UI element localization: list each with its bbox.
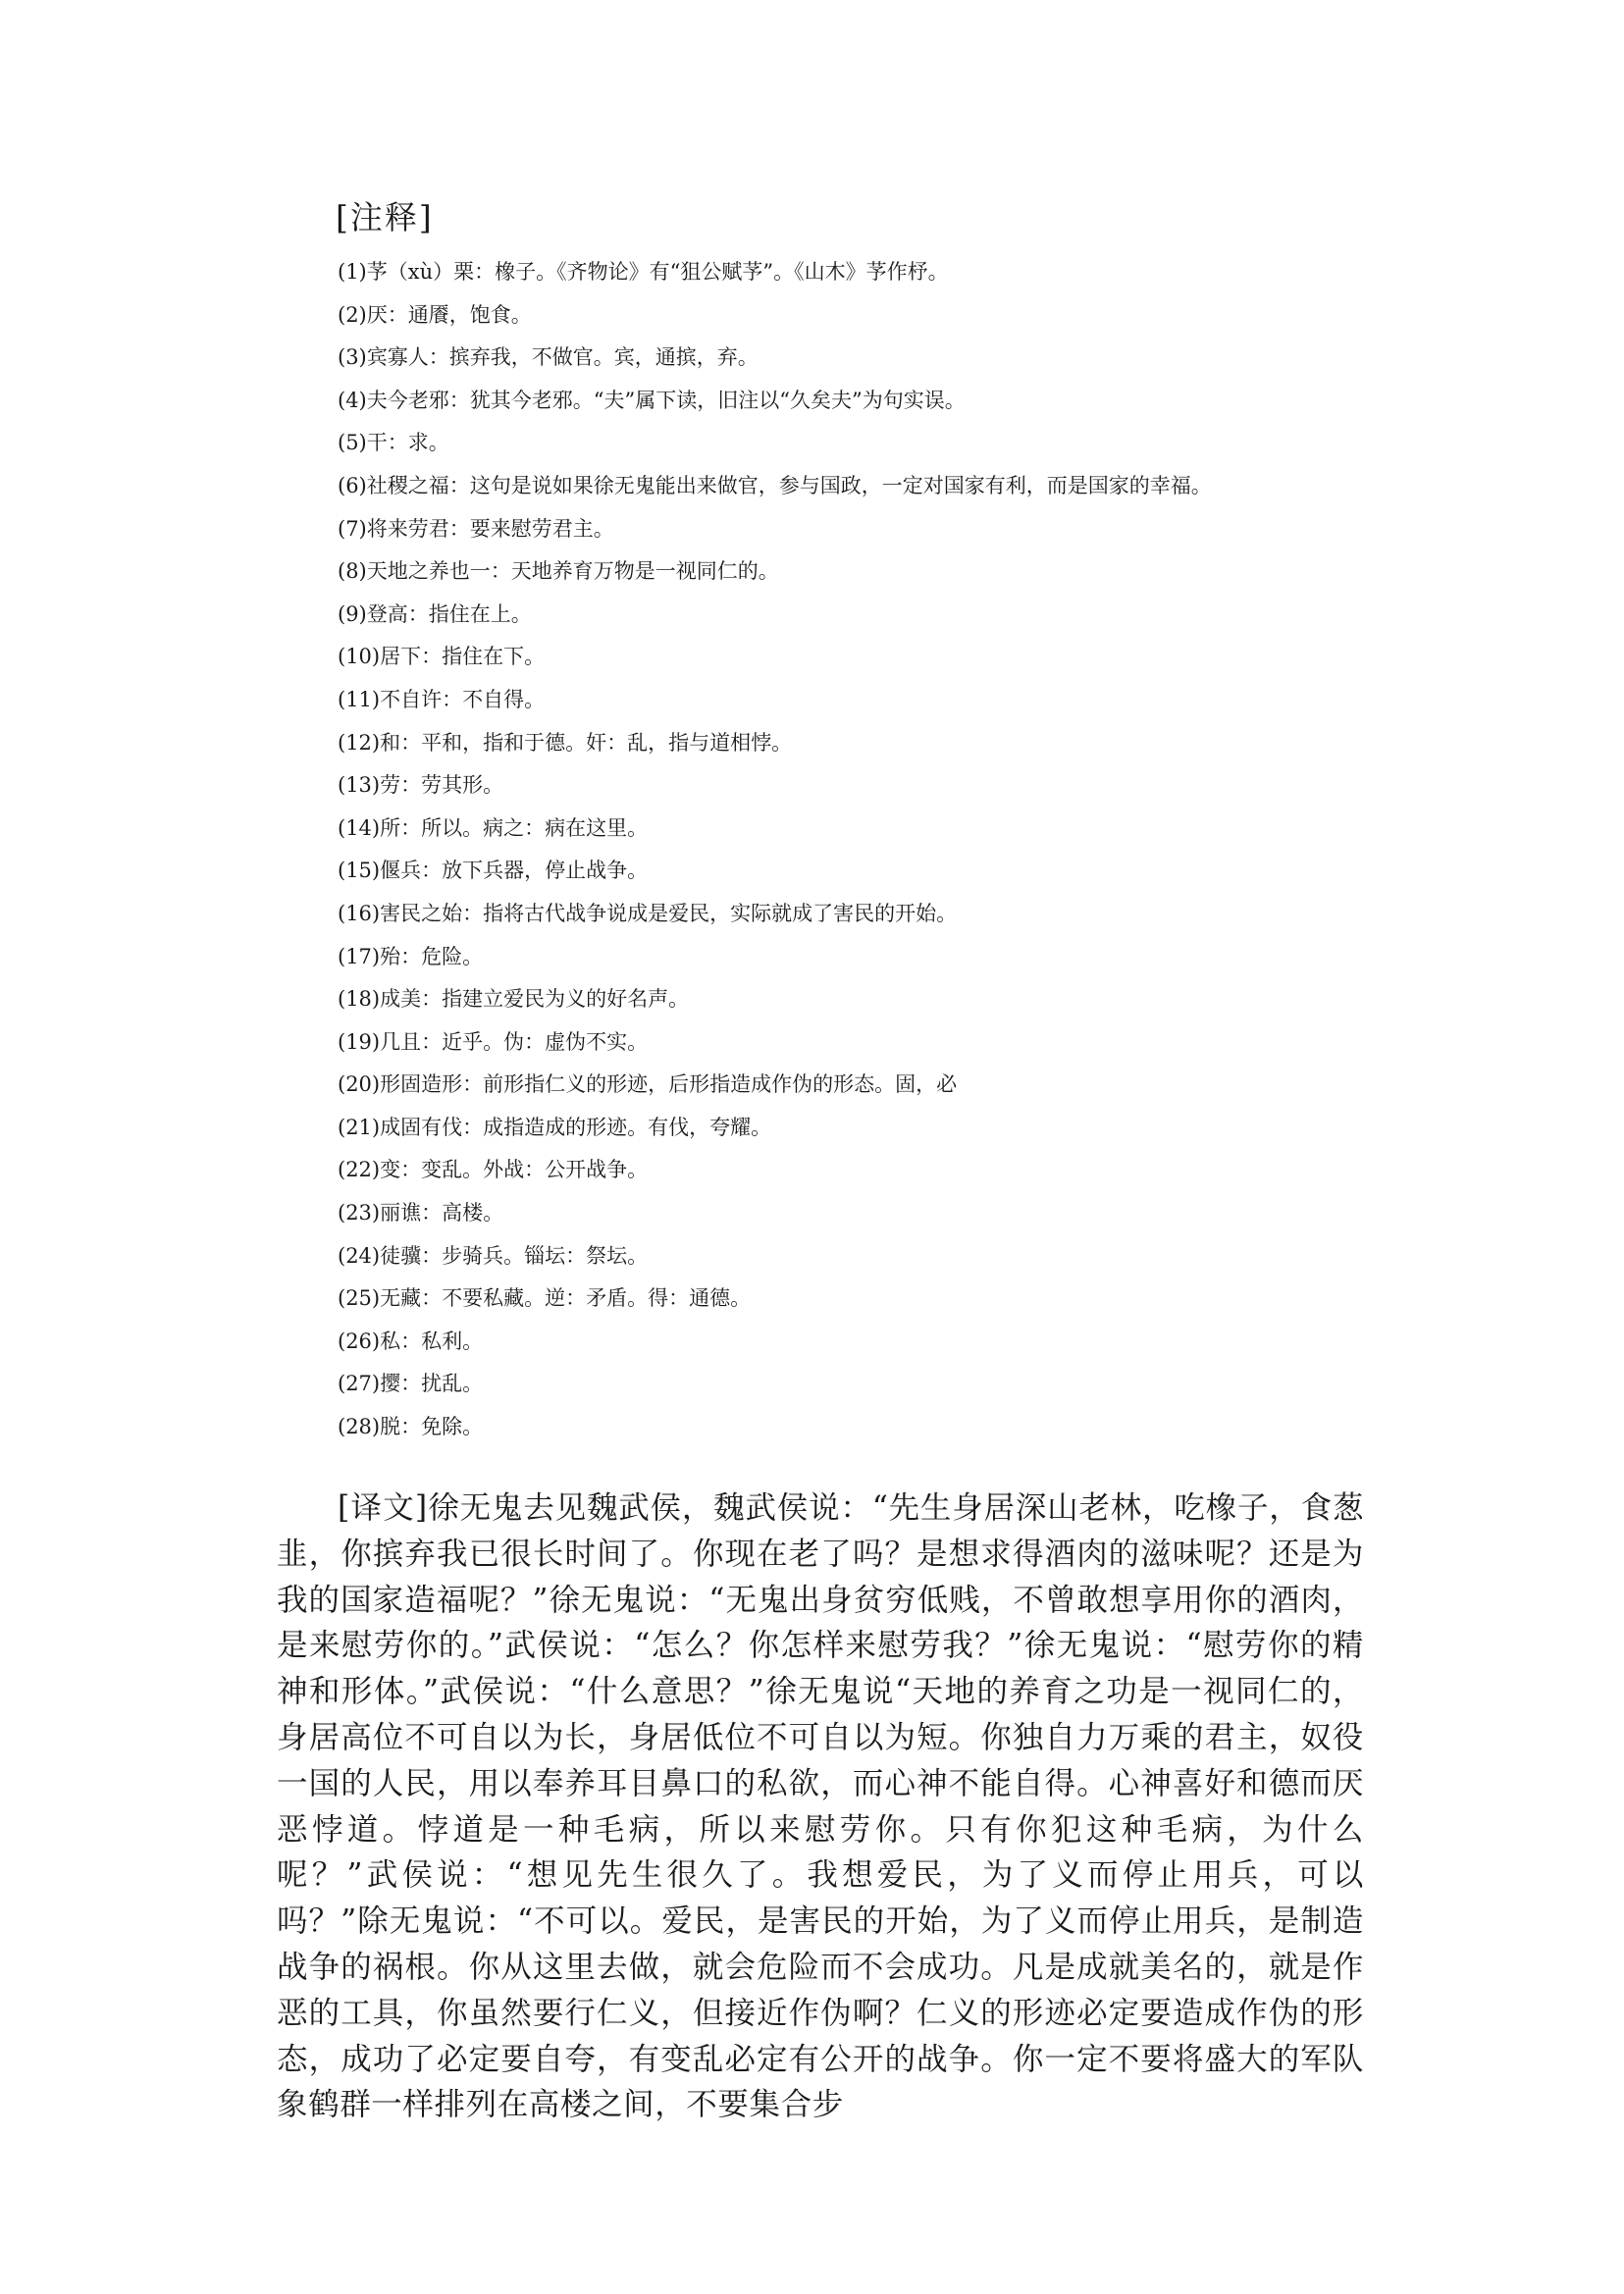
note-item: (15)偃兵：放下兵器，停止战争。 xyxy=(338,859,649,883)
note-item: (5)干：求。 xyxy=(338,431,449,455)
note-item: (2)厌：通餍，饱食。 xyxy=(338,302,532,327)
translation-paragraph xyxy=(277,1486,1364,2128)
note-item: (27)撄：扰乱。 xyxy=(338,1372,484,1396)
note-item: (4)夫今老邪：犹其今老邪。“夫”属下读，旧注以“久矣夫”为句实误。 xyxy=(338,388,966,412)
notes-list xyxy=(338,251,1437,1449)
note-item: (13)劳：劳其形。 xyxy=(338,773,504,798)
note-item: (14)所：所以。病之：病在这里。 xyxy=(338,815,649,840)
translation-label: [译文] xyxy=(338,1490,429,1526)
note-item: (12)和：平和，指和于德。奸：乱，指与道相悖。 xyxy=(338,730,793,755)
translation-text: 徐无鬼去见魏武侯，魏武侯说：“先生身居深山老林，吃橡子，食葱韭，你摈弃我已很长时间了。你现在老了吗？是想求得酒肉的滋味呢？还是为我的国家造福呢？”徐无鬼说：“无鬼出身贫穷低贱，不曾敢想享用你的酒肉，是来慰劳你的。”武侯说：“怎么？你怎样来慰劳我？”徐无鬼说：“慰劳你的精神和形体。”武侯说：“什么意思？”徐无鬼说“天地的养育之功是一视同仁的，身居高位不可自以为长，身居低位不可自以为短。你独自力万乘的君主，奴役一国的人民，用以奉养耳目鼻口的私欲，而心神不能自得。心神喜好和德而厌恶悖道。悖道是一种毛病，所以来慰劳你。只有你犯这种毛病，为什么呢？”武侯说：“想见先生很久了。我想爱民，为了义而停止用兵，可以吗？”除无鬼说：“不可以。爱民，是害民的开始，为了义而停止用兵，是制造战争的祸根。你从这里去做，就会危险而不会成功。凡是成就美名的，就是作恶的工具，你虽然要行仁义，但接近作伪啊？仁义的形迹必定要造成作伪的形态，成功了必定要自夸，有变乱必定有公开的战争。你一定不要将盛大的军队象鹤群一样排列在高楼之间，不要集合步 xyxy=(277,1490,1364,2123)
note-item: (16)害民之始：指将古代战争说成是爱民，实际就成了害民的开始。 xyxy=(338,901,958,925)
note-item: (3)宾寡人：摈弃我，不做官。宾，通摈，弃。 xyxy=(338,345,759,370)
notes-heading: [注释] xyxy=(336,198,434,236)
note-item: (26)私：私利。 xyxy=(338,1329,484,1353)
note-item: (8)天地之养也一：天地养育万物是一视同仁的。 xyxy=(338,559,779,584)
note-item: (6)社稷之福：这句是说如果徐无鬼能出来做官，参与国政，一定对国家有利，而是国家的幸福。 xyxy=(338,473,1212,497)
note-item: (1)芧（xù）栗：橡子。《齐物论》有“狙公赋芧”。《山木》芧作杼。 xyxy=(338,260,949,284)
note-item: (7)将来劳君：要来慰劳君主。 xyxy=(338,516,614,541)
note-item: (28)脱：免除。 xyxy=(338,1415,484,1439)
note-item: (19)几且：近乎。伪：虚伪不实。 xyxy=(338,1029,649,1054)
note-item: (22)变：变乱。外战：公开战争。 xyxy=(338,1158,649,1182)
note-item: (21)成固有伐：成指造成的形迹。有伐，夸耀。 xyxy=(338,1115,772,1139)
note-item: (18)成美：指建立爱民为义的好名声。 xyxy=(338,987,690,1012)
note-item: (23)丽谯：高楼。 xyxy=(338,1201,504,1225)
note-item: (20)形固造形：前形指仁义的形迹，后形指造成作伪的形态。固，必 xyxy=(338,1072,958,1097)
note-item: (25)无藏：不要私藏。逆：矛盾。得：通德。 xyxy=(338,1286,752,1311)
note-item: (10)居下：指住在下。 xyxy=(338,645,546,669)
note-item: (11)不自许：不自得。 xyxy=(338,687,546,711)
note-item: (9)登高：指住在上。 xyxy=(338,601,532,626)
note-item: (17)殆：危险。 xyxy=(338,944,484,968)
note-item: (24)徒骥：步骑兵。锱坛：祭坛。 xyxy=(338,1243,649,1268)
